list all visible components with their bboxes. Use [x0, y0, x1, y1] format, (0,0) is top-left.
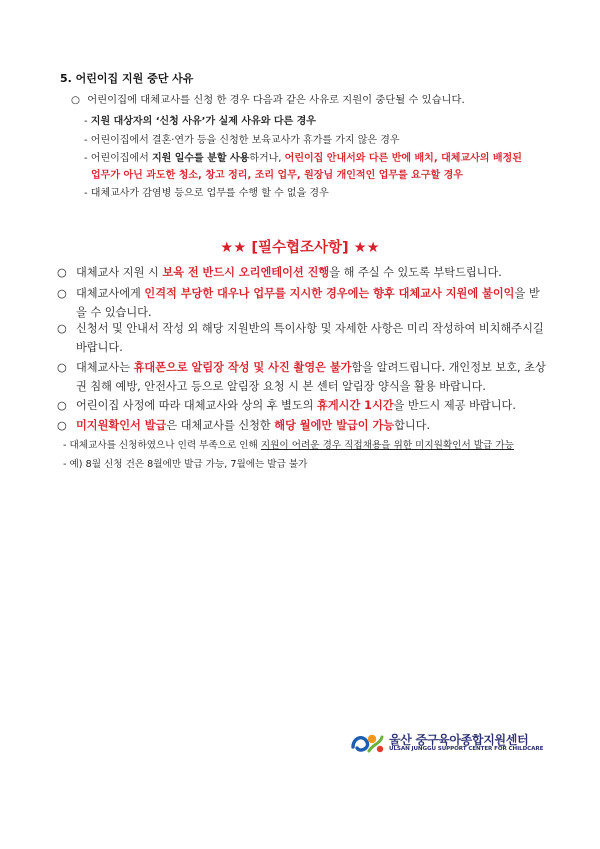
sub-text-underlined: 지원이 어려운 경우 직접채용을 위한 미지원확인서 발급 가능 — [260, 440, 514, 451]
circle-bullet: ○ — [57, 266, 67, 279]
notice-text: 을 해 주실 수 있도록 부탁드립니다. — [329, 266, 502, 279]
reason-emphasis-red: 어린이집 안내서와 다른 반에 배치, 대체교사의 배정된 — [284, 153, 522, 164]
notice-text: 합니다. — [394, 419, 431, 432]
sub-text: 예) 8월 신청 건은 8월에만 발급 가능, 7월에는 발급 불가 — [69, 459, 308, 470]
section-heading: 5. 어린이집 지원 중단 사유 — [60, 72, 194, 85]
circle-bullet: ○ — [57, 287, 67, 300]
notice-emphasis: 미지원확인서 발급 — [76, 419, 167, 432]
notice-text: 함을 알려드립니다. 개인정보 보호, 초상권 침해 예방, 안전사고 등으로 알림장 요청 시 본 센터 알림장 양식을 활용 바랍니다. — [76, 361, 546, 393]
notice-emphasis: 보육 전 반드시 오리엔테이션 진행 — [162, 266, 330, 279]
reason-item — [84, 151, 522, 167]
notice-item — [57, 285, 547, 322]
dash-bullet: - — [84, 153, 88, 164]
notice-emphasis: 휴대폰으로 알림장 작성 및 사진 촬영은 불가 — [133, 361, 352, 374]
notice-item — [57, 264, 547, 283]
intro-line — [71, 92, 465, 108]
notice-text: 을 반드시 제공 바랍니다. — [393, 399, 516, 412]
notice-emphasis: 해당 월에만 발급이 가능 — [274, 419, 395, 432]
center-logo-icon — [349, 730, 385, 756]
center-name-en: ULSAN JUNGGU SUPPORT CENTER FOR CHILDCARE — [389, 746, 544, 752]
notice-item — [57, 417, 547, 436]
notice-title: ★★ [필수협조사항] ★★ — [220, 240, 380, 256]
notice-text: 신청서 및 안내서 작성 외 해당 지원반의 특이사항 및 자세한 사항은 미리 작성하여 비치해주시길 바랍니다. — [76, 322, 544, 354]
notice-text: 대체교사는 — [76, 361, 134, 374]
notice-text: 대체교사 지원 시 — [76, 266, 163, 279]
notice-text: 대체교사에게 — [76, 287, 145, 300]
notice-item — [57, 397, 547, 416]
notice-emphasis: 인격적 부당한 대우나 업무를 지시한 경우에는 향후 대체교사 지원에 불이익 — [144, 287, 515, 300]
reason-text-part: 하거나, — [249, 153, 285, 164]
circle-bullet: ○ — [57, 419, 67, 432]
center-name: 울산 중구육아종합지원센터 — [389, 733, 529, 747]
reason-text: 대체교사가 감염병 등으로 업무를 수행 할 수 없을 경우 — [90, 188, 329, 199]
circle-bullet: ○ — [57, 361, 67, 374]
dash-bullet: - — [84, 116, 88, 127]
notice-item — [57, 359, 547, 396]
dash-bullet: - — [63, 459, 67, 470]
dash-bullet: - — [84, 188, 88, 199]
reason-item — [84, 186, 329, 202]
notice-emphasis: 휴게시간 1시간 — [317, 399, 394, 412]
notice-text: 은 대체교사를 신청한 — [166, 419, 275, 432]
circle-bullet: ○ — [57, 399, 67, 412]
reason-text: 어린이집에서 결혼·연가 등을 신청한 보육교사가 휴가를 가지 않은 경우 — [90, 135, 400, 146]
circle-bullet: ○ — [57, 322, 67, 335]
reason-emphasis: 지원 일수를 분할 사용 — [151, 153, 250, 164]
reason-item — [84, 114, 316, 130]
dash-bullet: - — [84, 135, 88, 146]
circle-bullet: ○ — [71, 94, 80, 106]
notice-text: 어린이집 사정에 따라 대체교사와 상의 후 별도의 — [76, 399, 318, 412]
reason-item — [84, 133, 400, 149]
sub-text: 대체교사를 신청하였으나 인력 부족으로 인해 — [69, 440, 261, 451]
center-logo — [349, 728, 549, 758]
dash-bullet: - — [63, 440, 67, 451]
notice-item — [57, 320, 547, 357]
reason-continuation: 업무가 아닌 과도한 청소, 창고 정리, 조리 업무, 원장님 개인적인 업무를 요구할 경우 — [91, 170, 463, 181]
notice-sub-item — [63, 439, 514, 453]
intro-text: 어린이집에 대체교사를 신청 한 경우 다음과 같은 사유로 지원이 중단될 수 있습니다. — [87, 94, 465, 106]
notice-sub-item — [63, 458, 307, 472]
notice-text: 을 받을 수 있습니다. — [76, 287, 540, 319]
reason-text-part: 어린이집에서 — [90, 153, 152, 164]
reason-text: 지원 대상자의 ‘신청 사유’가 실제 사유와 다른 경우 — [90, 116, 316, 127]
